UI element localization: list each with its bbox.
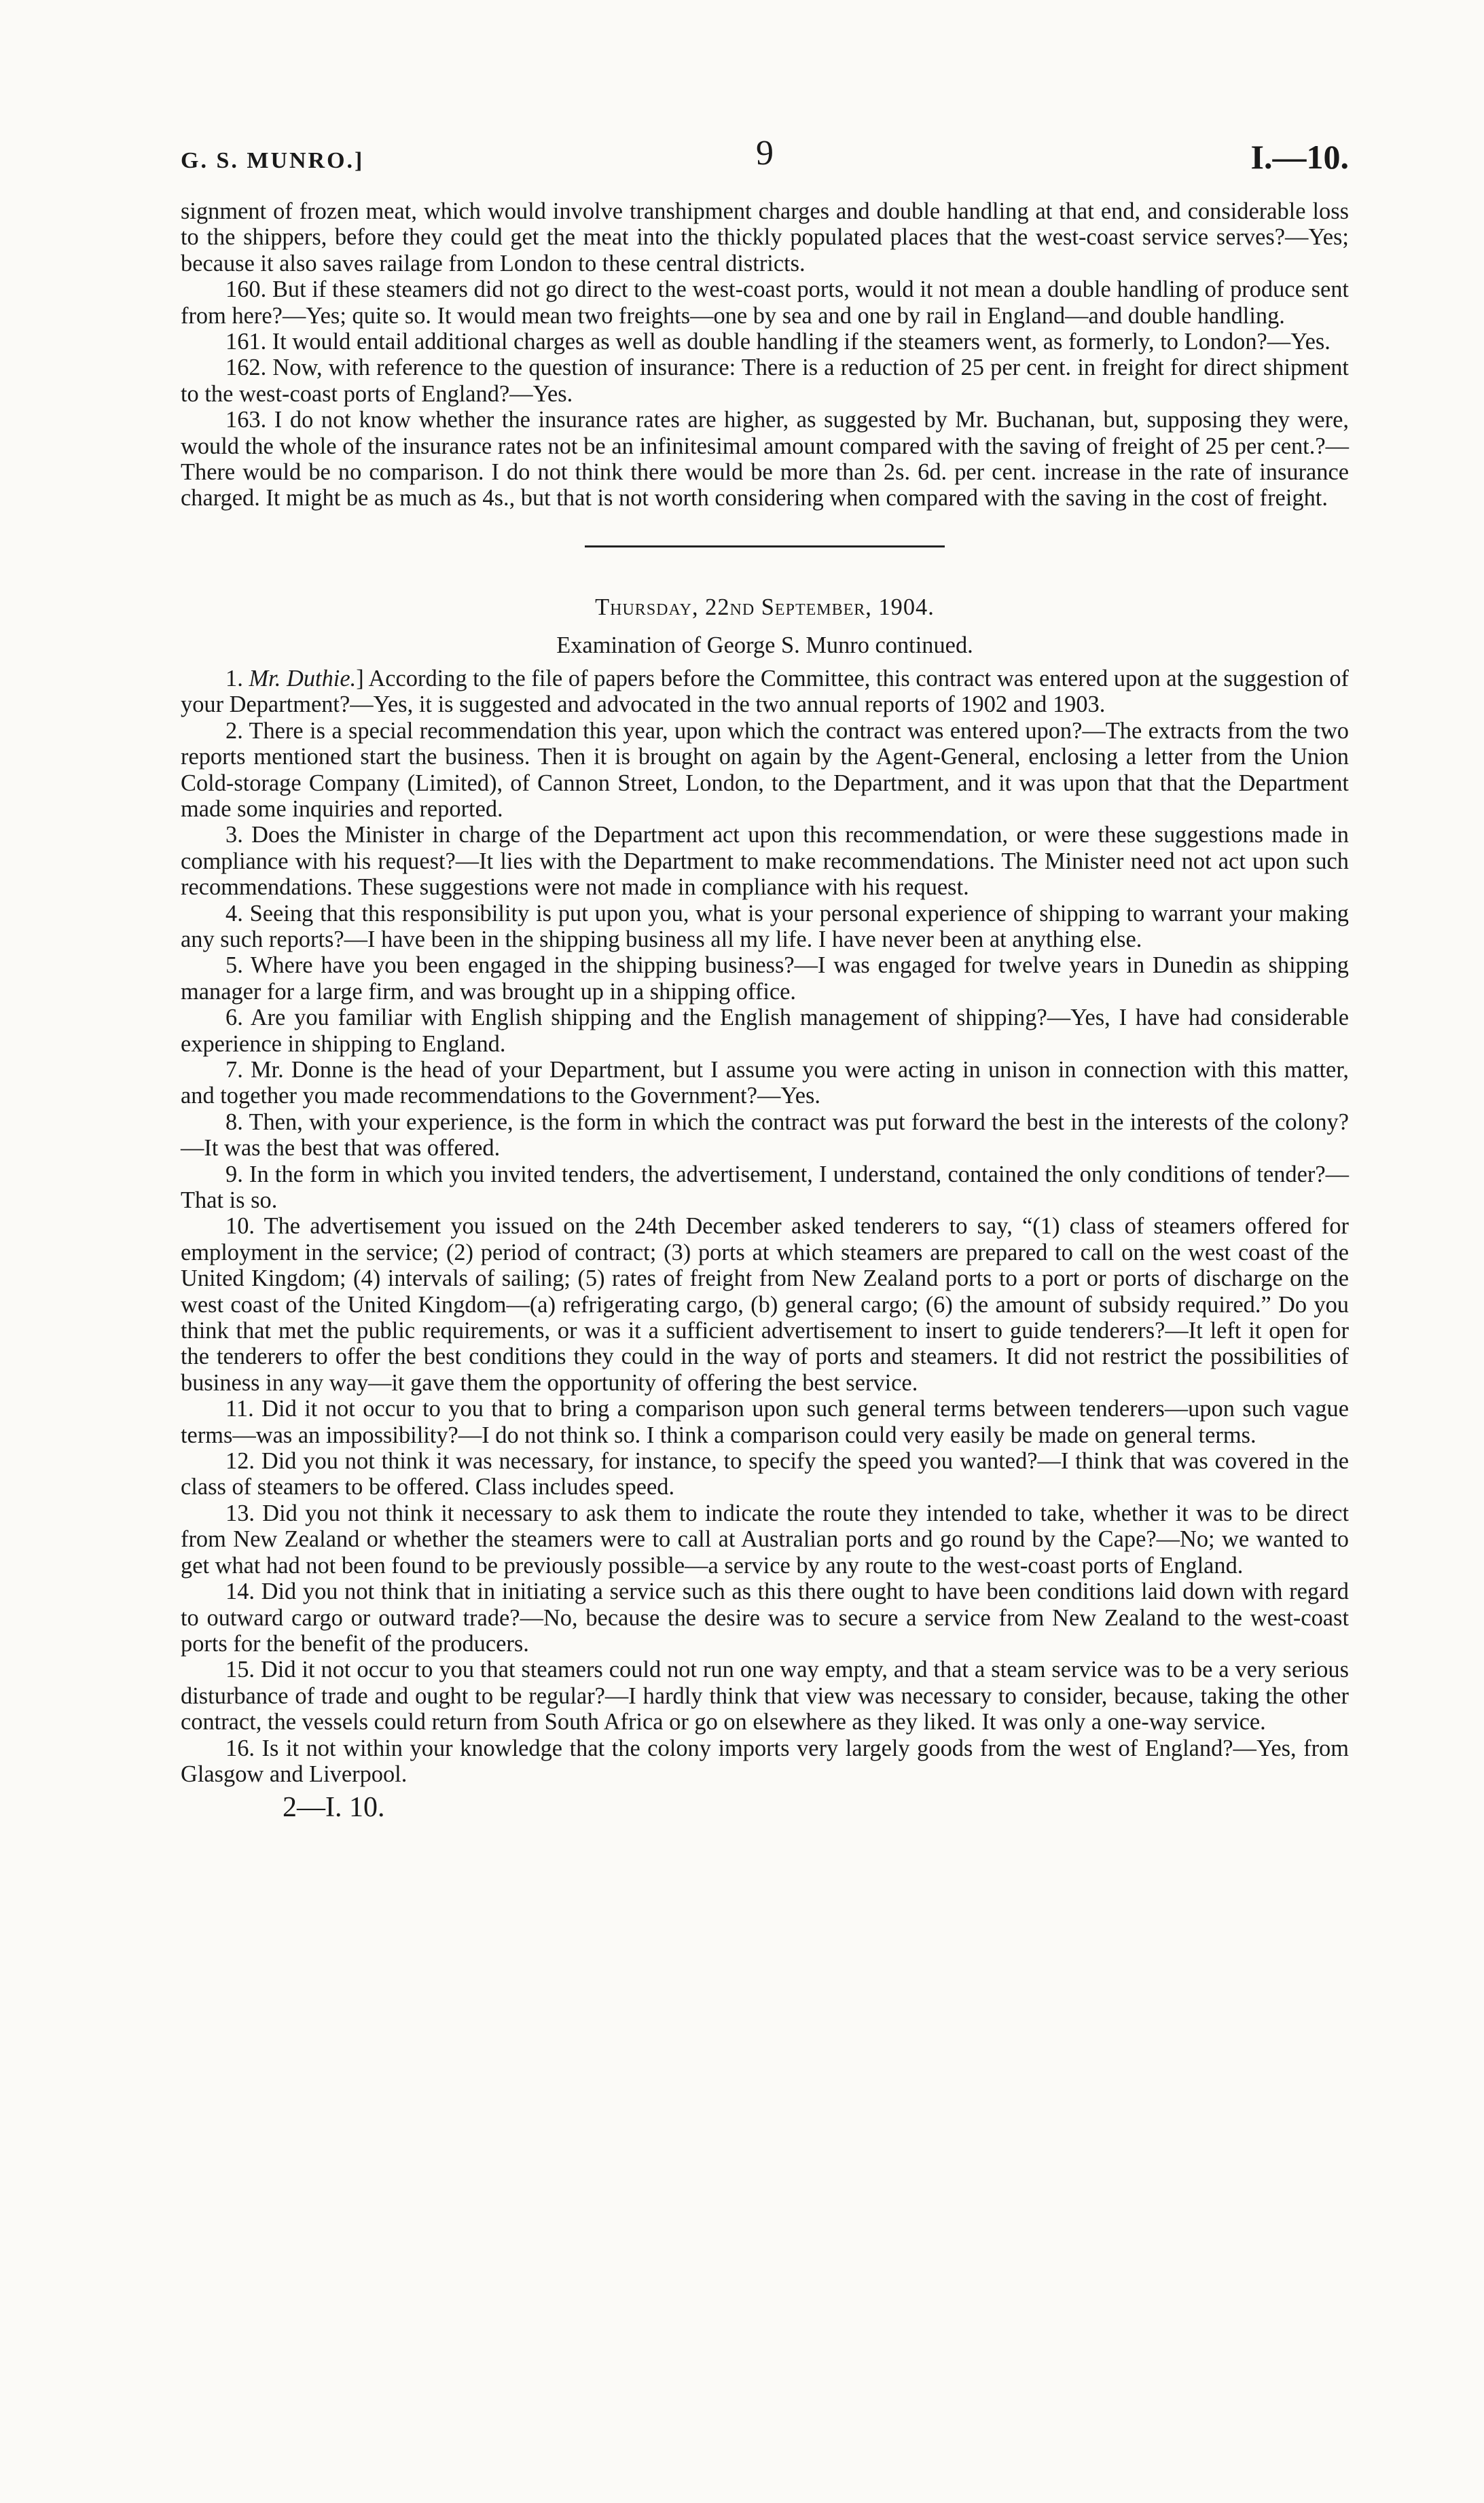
speaker-bracket: ] [356, 665, 369, 691]
question-15: 15. Did it not occur to you that steamers could not run one way empty, and that a steam service was to be a very serious disturbance of trade and ought to be regular?—I hardly think that view was necessary to consider, because, taking the other contract, the vessels could return from South Africa or go on elsewhere as they liked. It was only a one-way service. [181, 1657, 1349, 1735]
question-4: 4. Seeing that this responsibility is put upon you, what is your personal experience of shipping to warrant your making any such reports?—I have been in the shipping business all my life. I have never been at anything else. [181, 900, 1349, 952]
question-2: 2. There is a special recommendation this year, upon which the contract was entered upon?—The extracts from the two reports mentioned start the business. Then it is brought on again by the Agent-General, enclosing a letter from the Union Cold-storage Company (Limited), of Cannon Street, London, to the Department, and it was upon that that the Department made some inquiries and reported. [181, 717, 1349, 822]
question-16: 16. Is it not within your knowledge that the colony imports very largely goods from the west of England?—Yes, from Glasgow and Liverpool. [181, 1735, 1349, 1787]
continued-paragraph: signment of frozen meat, which would involve transhipment charges and double handling at that end, and considerable loss to the shippers, before they could get the meat into the thickly populated places that the west-coast service serves?—Yes; because it also saves railage from London to these central districts. [181, 198, 1349, 276]
question-11: 11. Did it not occur to you that to bring a comparison upon such general terms between tenderers—upon such vague terms—was an impossibility?—I do not think so. I think a comparison could very easily be made on general terms. [181, 1396, 1349, 1448]
question-160: 160. But if these steamers did not go direct to the west-coast ports, would it not mean a double handling of produce sent from here?—Yes; quite so. It would mean two freights—one by sea and one by rail in England—and double handling. [181, 276, 1349, 329]
question-text: According to the file of papers before the Committee, this contract was entered upon at the suggestion of your Department?—Yes, it is suggested and advocated in the two annual reports of 1902 and 1903. [181, 665, 1349, 718]
question-14: 14. Did you not think that in initiating a service such as this there ought to have been conditions laid down with regard to outward cargo or outward trade?—No, because the desire was to secure a service from New Zealand to the west-coast ports for the benefit of the producers. [181, 1579, 1349, 1657]
section-divider [585, 545, 945, 547]
question-10: 10. The advertisement you issued on the 24th December asked tenderers to say, “(1) class of steamers offered for employment in the service; (2) period of contract; (3) ports at which steamers are prepared to call on the west coast of the United Kingdom; (4) intervals of sailing; (5) rates of freight from New Zealand ports to a port or ports of discharge on the west coast of the United Kingdom—(a) refrigerating cargo, (b) general cargo; (6) the amount of subsidy required.” Do you think that met the public requirements, or was it a sufficient advertisement to insert to guide tenderers?—It left it open for the tenderers to offer the best conditions they could in the way of ports and steamers. It did not restrict the possibilities of business in any way—it gave them the opportunity of offering the best service. [181, 1213, 1349, 1396]
question-3: 3. Does the Minister in charge of the Department act upon this recommendation, or were these suggestions made in compliance with his request?—It lies with the Department to make recommendations. The Minister need not act upon such recommendations. These suggestions were not made in compliance with his request. [181, 822, 1349, 901]
witness-name: G. S. MUNRO.] [181, 148, 365, 173]
question-161: 161. It would entail additional charges as well as double handling if the steamers went, as formerly, to London?—Yes. [225, 329, 1331, 355]
question-number: 1. [225, 665, 249, 691]
question-163: 163. I do not know whether the insurance rates are higher, as suggested by Mr. Buchanan, but, supposing they were, would the whole of the insurance rates not be an infinitesimal amount compared with the saving of freight of 25 per cent.?—There would be no comparison. I do not think there would be more than 2s. 6d. per cent. increase in the rate of insurance charged. It might be as much as 4s., but that is not worth considering when compared with the saving in the cost of freight. [181, 407, 1349, 511]
question-5: 5. Where have you been engaged in the shipping business?—I was engaged for twelve years in Dunedin as shipping manager for a large firm, and was brought up in a shipping office. [181, 952, 1349, 1005]
speaker-name: Mr. Duthie. [249, 665, 357, 691]
question-6: 6. Are you familiar with English shipping and the English management of shipping?—Yes, I have had considerable experience in shipping to England. [181, 1005, 1349, 1057]
signature-mark: 2—I. 10. [283, 1792, 385, 1824]
date-heading: Thursday, 22nd September, 1904. [595, 594, 935, 620]
question-9: 9. In the form in which you invited tenders, the advertisement, I understand, contained the only conditions of tender?—That is so. [181, 1161, 1349, 1213]
question-7: 7. Mr. Donne is the head of your Department, but I assume you were acting in unison in connection with this matter, and together you made recommendations to the Government?—Yes. [181, 1056, 1349, 1109]
page-number: 9 [756, 134, 774, 173]
question-8: 8. Then, with your experience, is the form in which the contract was put forward the best in the interests of the colony?—It was the best that was offered. [181, 1109, 1349, 1162]
page-body [181, 198, 1349, 1824]
paper-reference: I.—10. [1250, 138, 1349, 176]
question-12: 12. Did you not think it was necessary, for instance, to specify the speed you wanted?—I think that was covered in the class of steamers to be offered. Class includes speed. [181, 1448, 1349, 1500]
question-1 [181, 666, 1349, 718]
page-header [181, 133, 1349, 181]
examination-heading: Examination of George S. Munro continued. [556, 632, 973, 658]
question-13: 13. Did you not think it necessary to ask them to indicate the route they intended to take, whether it was to be direct from New Zealand or whether the steamers were to call at Australian ports and go round by the Cape?—No; we wanted to get what had not been found to be previously possible—a service by any route to the west-coast ports of England. [181, 1500, 1349, 1579]
question-162: 162. Now, with reference to the question of insurance: There is a reduction of 25 per cent. in freight for direct shipment to the west-coast ports of England?—Yes. [181, 355, 1349, 407]
